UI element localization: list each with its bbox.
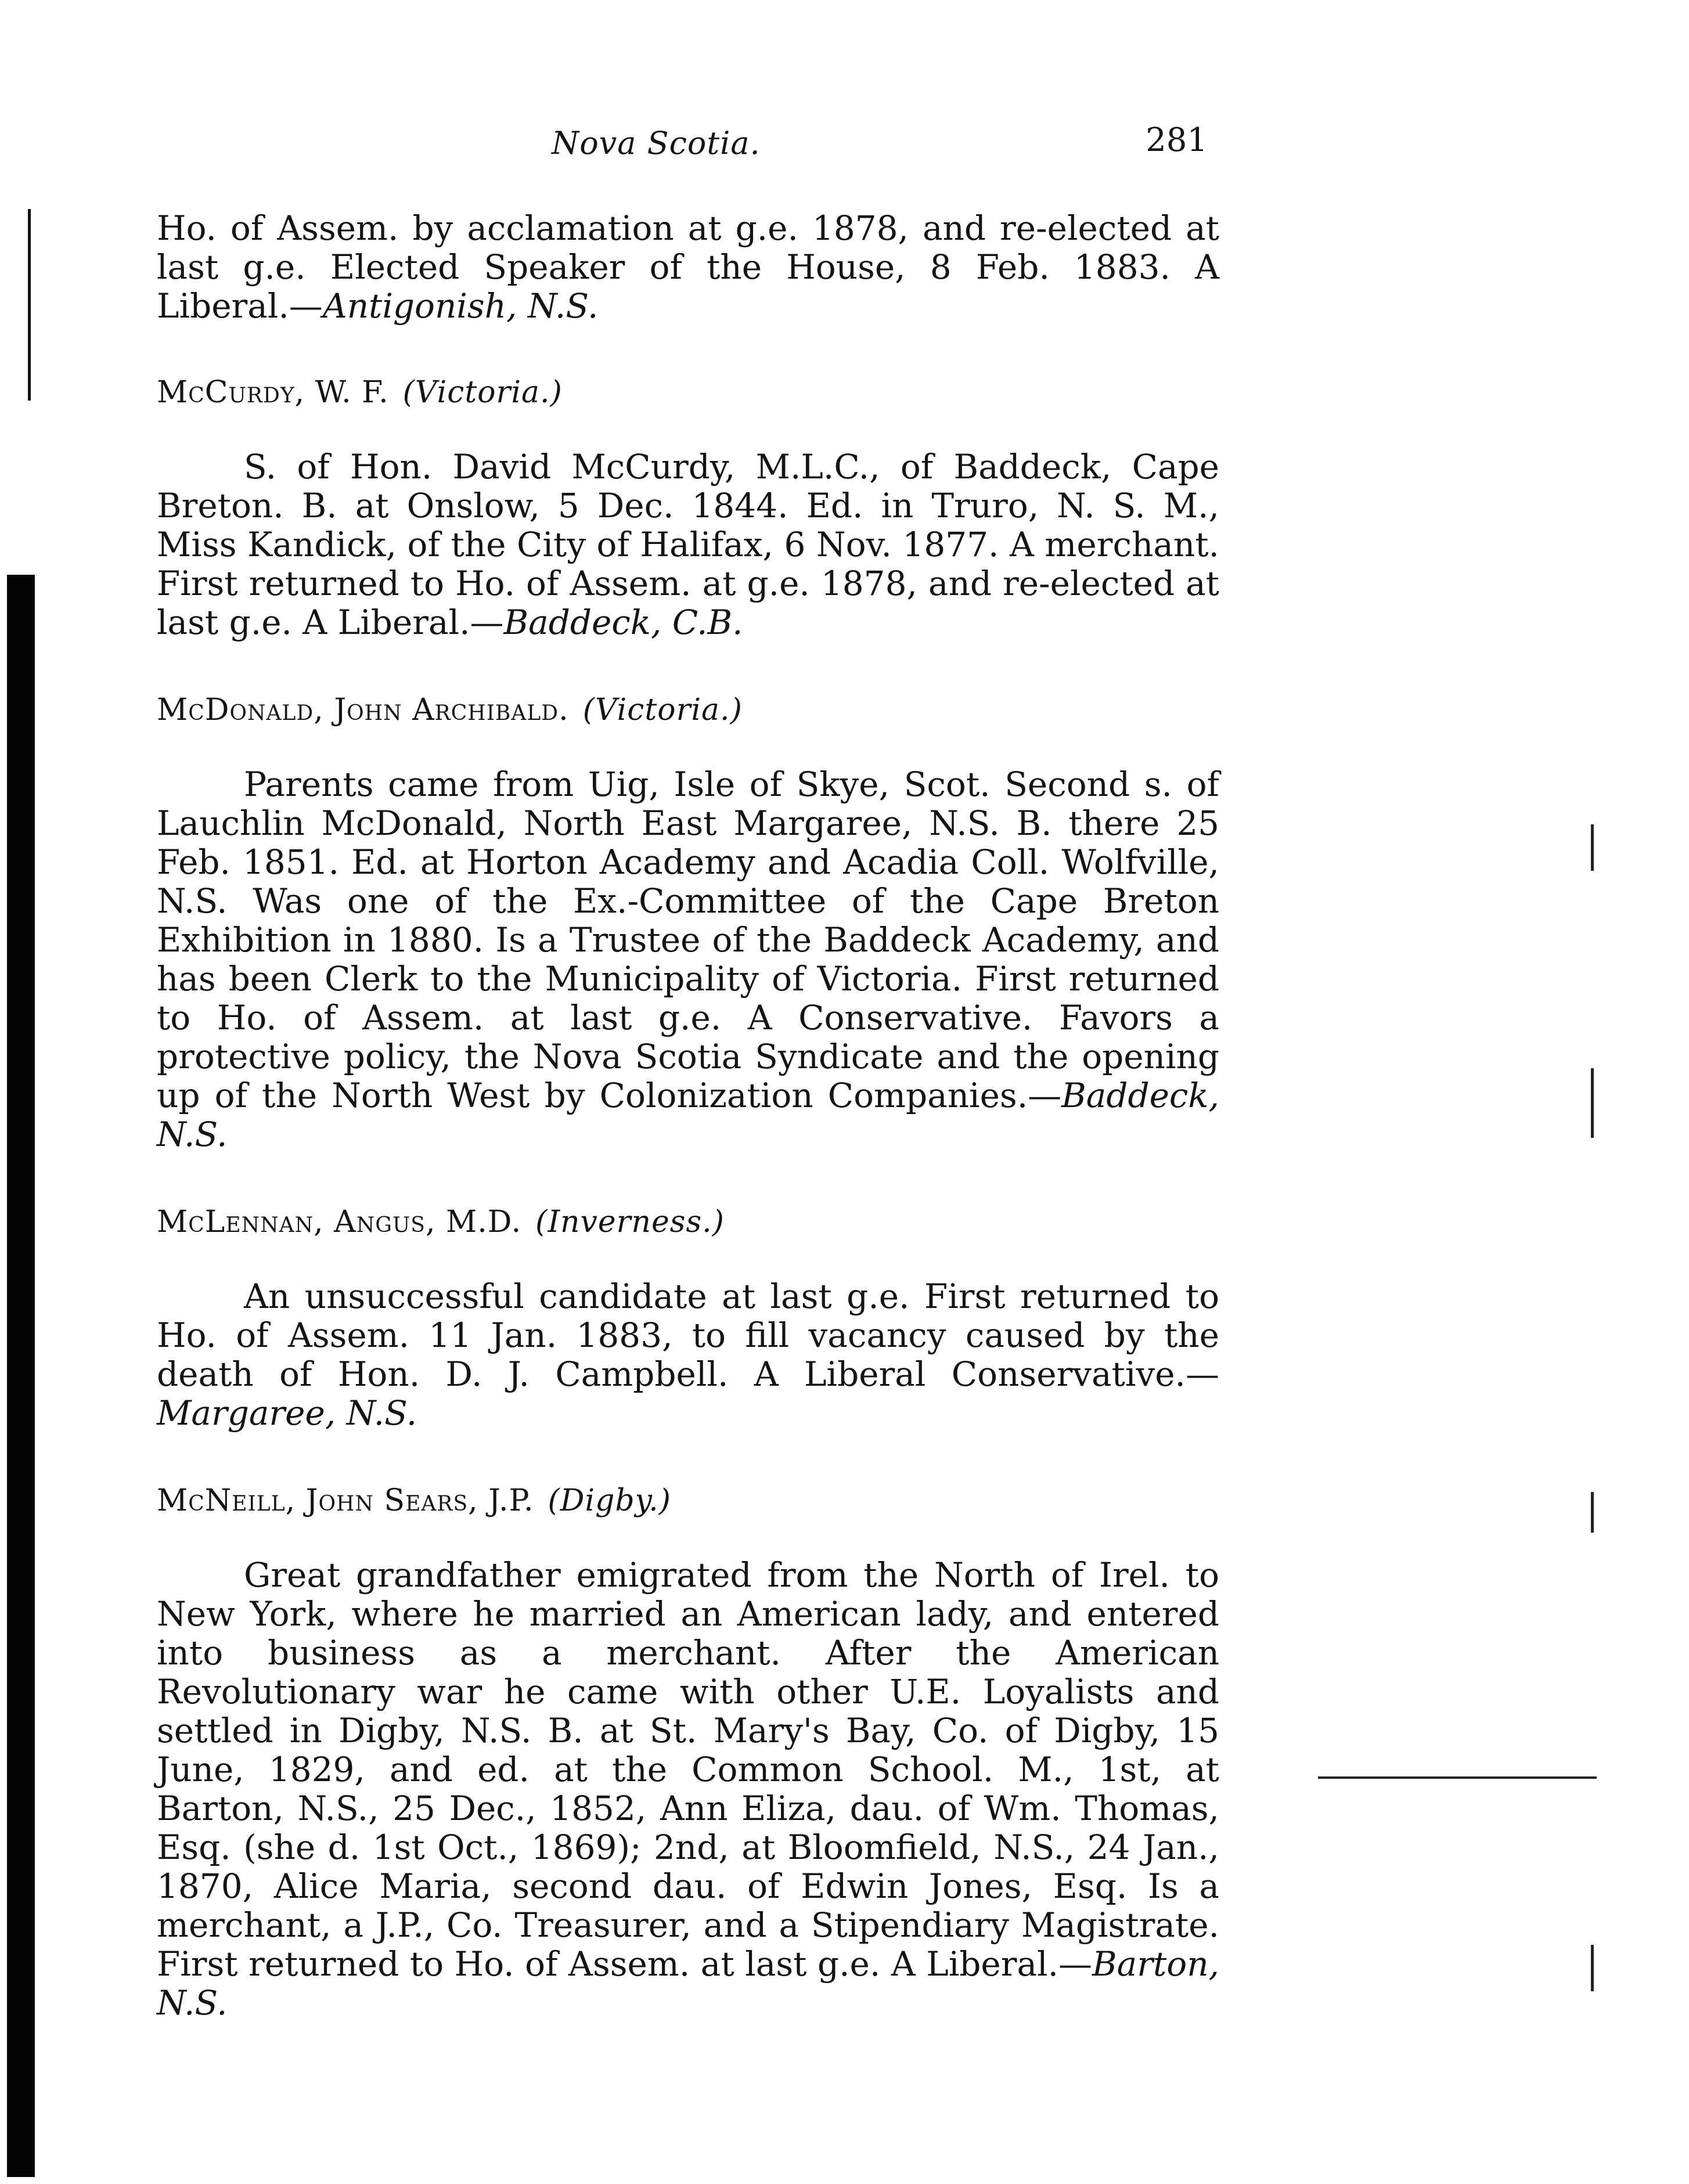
entry-text: Great grandfather emigrated from the North of Irel. to New York, where he married an American lady, and entered into business as a merchant. After the American Revolutionary war he came with other U.E. Loyalists and settled in Digby, N.S. B. at St. Mary's Bay, Co. of Digby, 15 June, 1829, and ed. at the Common School. M., 1st, at Barton, N.S., 25 Dec., 1852, Ann Eliza, dau. of Wm. Thomas, Esq. (she d. 1st Oct., 1869); 2nd, at Bloomfield, N.S., 24 Jan., 1870, Alice Maria, second dau. of Edwin Jones, Esq. Is a merchant, a J.P., Co. Treasurer, and a Stipendiary Magistrate. First returned to Ho. of Assem. at last g.e. A Liberal.— — [157, 1555, 1219, 1984]
entry-locality: Baddeck, N.S. — [157, 1076, 1219, 1154]
entry-body — [157, 1277, 1219, 1433]
entry-heading — [157, 690, 1219, 730]
member-name: McLennan, Angus, M.D. — [157, 1205, 522, 1239]
constituency: (Victoria.) — [402, 375, 563, 410]
constituency: (Digby.) — [548, 1483, 671, 1518]
page-number: 281 — [1146, 121, 1208, 159]
scan-margin-mark — [1591, 824, 1594, 871]
scan-margin-mark — [1591, 1945, 1594, 1991]
scan-edge-shadow — [7, 575, 35, 2177]
entry-locality: Barton, N.S. — [157, 1944, 1219, 2023]
member-name: McCurdy, W. F. — [157, 375, 389, 410]
entry-text: Parents came from Uig, Isle of Skye, Scot. Second s. of Lauchlin McDonald, North East Margaree, N.S. B. there 25 Feb. 1851. Ed. at Horton Academy and Acadia Coll. Wolfville, N.S. Was one of the Ex.-Committee of the Cape Breton Exhibition in 1880. Is a Trustee of the Baddeck Academy, and has been Clerk to the Municipality of Victoria. First returned to Ho. of Assem. at last g.e. A Conservative. Favors a protective policy, the Nova Scotia Syndicate and the opening up of the North West by Colonization Companies.— — [157, 765, 1219, 1115]
entry-body — [157, 1556, 1219, 2023]
entry-locality: Margaree, N.S. — [157, 1393, 417, 1433]
biography-entry — [157, 372, 1219, 642]
scan-margin-mark — [1591, 1068, 1594, 1138]
running-head — [151, 121, 1208, 177]
entry-locality: Baddeck, C.B. — [503, 603, 743, 642]
constituency: (Victoria.) — [582, 693, 743, 727]
entry-text: An unsuccessful candidate at last g.e. First returned to Ho. of Assem. 11 Jan. 1883, to fill vacancy caused by the death of Hon. D. J. Campbell. A Liberal Conservative.— — [157, 1277, 1219, 1394]
entry-heading — [157, 1480, 1219, 1521]
scan-margin-mark — [1591, 1492, 1594, 1533]
continued-entry — [157, 209, 1219, 326]
entry-heading — [157, 372, 1219, 413]
text-column — [157, 209, 1219, 2070]
scan-stray-rule — [1318, 1776, 1597, 1779]
constituency: (Inverness.) — [535, 1205, 725, 1239]
biography-entry — [157, 1480, 1219, 2023]
biography-entry — [157, 1202, 1219, 1433]
entry-body — [157, 448, 1219, 642]
entry-body — [157, 765, 1219, 1154]
member-name: McDonald, John Archibald. — [157, 693, 569, 727]
biography-entry — [157, 690, 1219, 1154]
member-name: McNeill, John Sears, J.P. — [157, 1483, 534, 1518]
entry-text: S. of Hon. David McCurdy, M.L.C., of Baddeck, Cape Breton. B. at Onslow, 5 Dec. 1844. Ed. in Truro, N. S. M., Miss Kandick, of the City of Halifax, 6 Nov. 1877. A merchant. First returned to Ho. of Assem. at g.e. 1878, and re-elected at last g.e. A Liberal.— — [157, 447, 1219, 642]
running-head-title: Nova Scotia. — [552, 125, 761, 161]
entry-text: Ho. of Assem. by acclamation at g.e. 1878, and re-elected at last g.e. Elected Speaker of the House, 8 Feb. 1883. A Liberal.— — [157, 208, 1219, 326]
entry-locality: Antigonish, N.S. — [322, 286, 599, 326]
scan-margin-mark — [28, 209, 31, 401]
entry-heading — [157, 1202, 1219, 1242]
